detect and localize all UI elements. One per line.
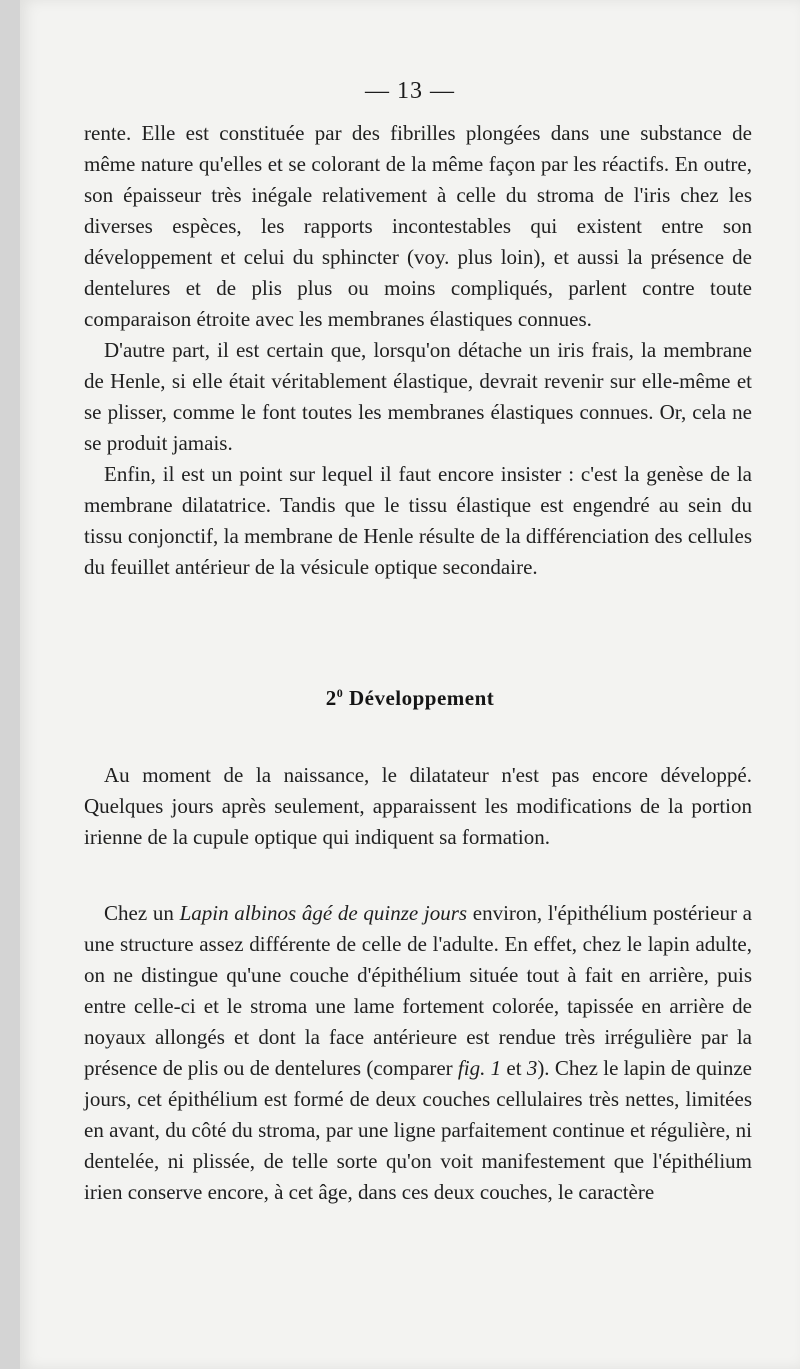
- figure-reference: fig. 1: [457, 1056, 502, 1080]
- text-block-birth: [84, 760, 752, 853]
- text-run: ). Chez le lapin de quinze jours, cet épithélium est formé de deux couches cellulaires très nettes, limitées en avant, du côté du stroma, par une ligne parfaitement continue et régulière, ni dentelée, ni plissée, de telle sorte qu'on voit manifestement que l'épithélium irien conserve encore, à cet âge, dans ces deux couches, le caractère: [84, 1056, 753, 1204]
- paragraph: [84, 898, 752, 1208]
- italic-run: Lapin albinos âgé de quinze jours: [179, 901, 468, 925]
- text-run: et: [501, 1056, 527, 1080]
- page-number: — 13 —: [365, 78, 455, 104]
- text-run: environ, l'épithélium postérieur a une structure assez différente de celle de l'adulte. En effet, chez le lapin adulte, on ne distingue qu'une couche d'épithélium située tout à fait en arrière, puis entre celle-ci et le stroma une lame fortement colorée, tapissée en arrière de noyaux allongés et dont la face antérieure est rendue très irrégulière par la présence de plis ou de dentelures (comparer: [84, 901, 752, 1080]
- section-number: 2: [325, 686, 337, 710]
- section-heading: [20, 686, 800, 711]
- document-page: [20, 0, 800, 1369]
- paragraph: Enfin, il est un point sur lequel il faut encore insister : c'est la genèse de la membrane dilatatrice. Tandis que le tissu élastique est engendré au sein du tissu conjonctif, la membrane de Henle résulte de la différenciation des cellules du feuillet antérieur de la vésicule optique secondaire.: [84, 462, 752, 579]
- text-block-rabbit: [84, 898, 752, 1208]
- paragraph: Au moment de la naissance, le dilatateur n'est pas encore développé. Quelques jours après seulement, apparaissent les modifications de la portion irienne de la cupule optique qui indiquent sa formation.: [84, 763, 752, 849]
- figure-reference: 3: [526, 1056, 538, 1080]
- section-number-superscript: 0: [336, 686, 344, 700]
- section-title: Développement: [348, 686, 495, 710]
- paragraph: D'autre part, il est certain que, lorsqu'on détache un iris frais, la membrane de Henle, si elle était véritablement élastique, devrait revenir sur elle-même et se plisser, comme le font toutes les membranes élastiques connues. Or, cela ne se produit jamais.: [84, 338, 752, 455]
- text-block-intro: [84, 118, 752, 583]
- paragraph: rente. Elle est constituée par des fibrilles plongées dans une substance de même nature qu'elles et se colorant de la même façon par les réactifs. En outre, son épaisseur très inégale relativement à celle du stroma de l'iris chez les diverses espèces, les rapports incontestables qui existent entre son développement et celui du sphincter (voy. plus loin), et aussi la présence de dentelures et de plis plus ou moins compliqués, parlent contre toute comparaison étroite avec les membranes élastiques connues.: [84, 121, 752, 331]
- text-run: Chez un: [104, 901, 180, 925]
